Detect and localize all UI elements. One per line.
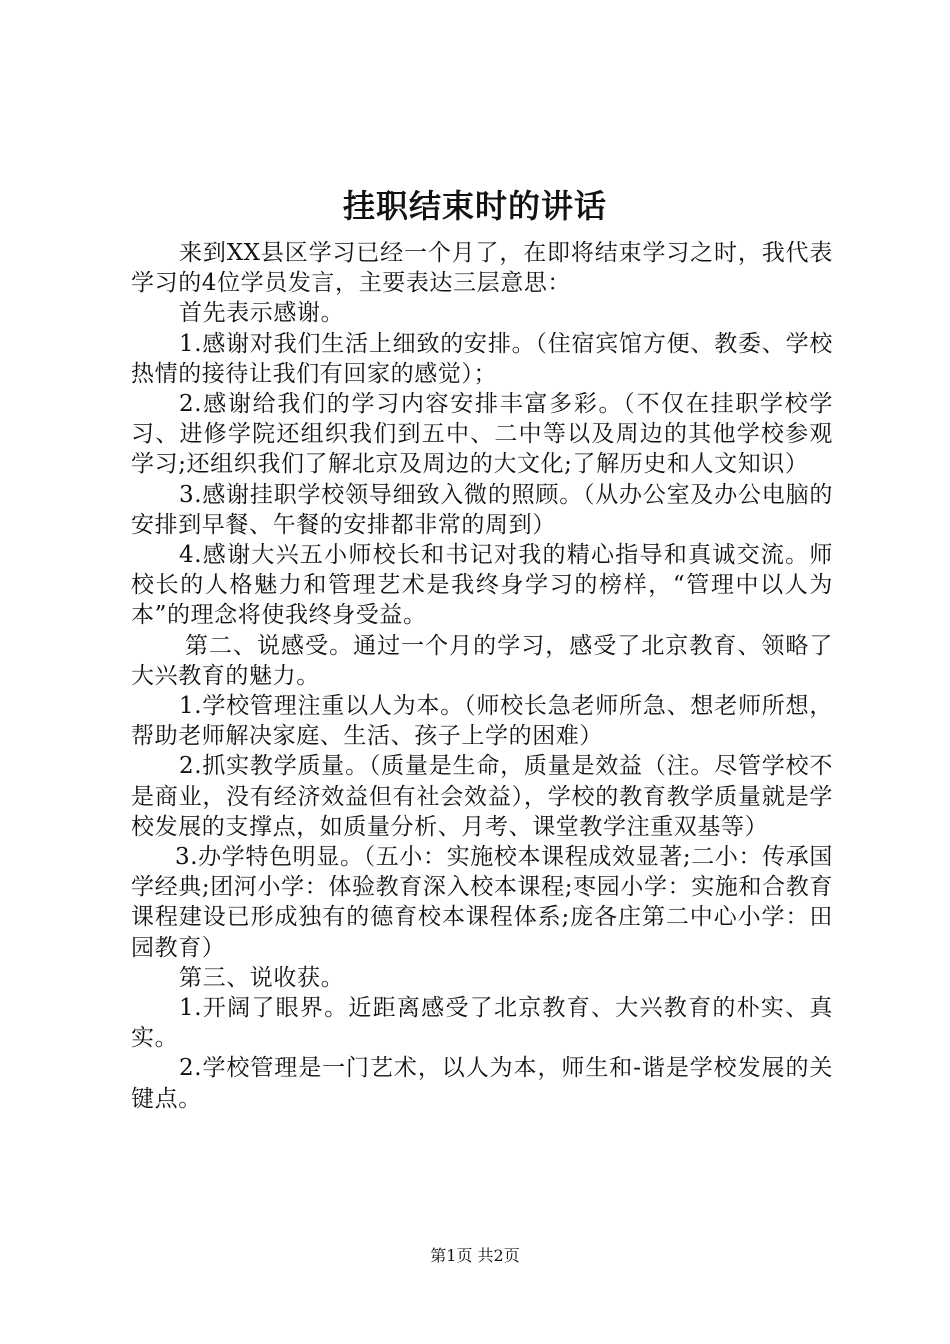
paragraph-thanks-heading: 首先表示感谢。 bbox=[179, 300, 345, 327]
paragraph-thanks-1: 1.感谢对我们生活上细致的安排。（住宿宾馆方便、教委、学校热情的接待让我们有回家的感觉）； bbox=[131, 330, 833, 387]
paragraph-feelings-3: 3.办学特色明显。（五小：实施校本课程成效显著;二小：传承国学经典;团河小学：体验教育深入校本课程;枣园小学：实施和合教育课程建设已形成独有的德育校本课程体系;庞各庄第二中心小学：田园教育） bbox=[131, 844, 833, 961]
document-body bbox=[131, 238, 833, 1114]
paragraph-thanks-3: 3.感谢挂职学校领导细致入微的照顾。（从办公室及办公电脑的安排到早餐、午餐的安排都非常的周到） bbox=[131, 481, 833, 538]
paragraph-gains-heading: 第三、说收获。 bbox=[179, 964, 345, 991]
paragraph-thanks-4: 4.感谢大兴五小师校长和书记对我的精心指导和真诚交流。师校长的人格魅力和管理艺术是我终身学习的榜样，“管理中以人为本”的理念将使我终身受益。 bbox=[131, 542, 833, 629]
paragraph-thanks-2: 2.感谢给我们的学习内容安排丰富多彩。（不仅在挂职学校学习、进修学院还组织我们到五中、二中等以及周边的其他学校参观学习;还组织我们了解北京及周边的大文化;了解历史和人文知识） bbox=[131, 391, 833, 478]
paragraph-feelings-heading: 第二、说感受。通过一个月的学习，感受了北京教育、领略了大兴教育的魅力。 bbox=[131, 632, 833, 689]
document-title: 挂职结束时的讲话 bbox=[342, 187, 607, 225]
paragraph-feelings-1: 1.学校管理注重以人为本。（师校长急老师所急、想老师所想，帮助老师解决家庭、生活、孩子上学的困难） bbox=[131, 693, 833, 750]
page-footer: 第1页 共2页 bbox=[430, 1246, 520, 1265]
paragraph-gains-2: 2.学校管理是一门艺术，以人为本，师生和-谐是学校发展的关键点。 bbox=[131, 1055, 833, 1112]
paragraph-intro: 来到XX县区学习已经一个月了，在即将结束学习之时，我代表学习的4位学员发言，主要表达三层意思： bbox=[131, 240, 833, 297]
paragraph-feelings-2: 2.抓实教学质量。（质量是生命，质量是效益（注。尽管学校不是商业，没有经济效益但有社会效益），学校的教育教学质量就是学校发展的支撑点，如质量分析、月考、课堂教学注重双基等） bbox=[131, 753, 833, 840]
paragraph-gains-1: 1.开阔了眼界。近距离感受了北京教育、大兴教育的朴实、真实。 bbox=[131, 995, 833, 1052]
